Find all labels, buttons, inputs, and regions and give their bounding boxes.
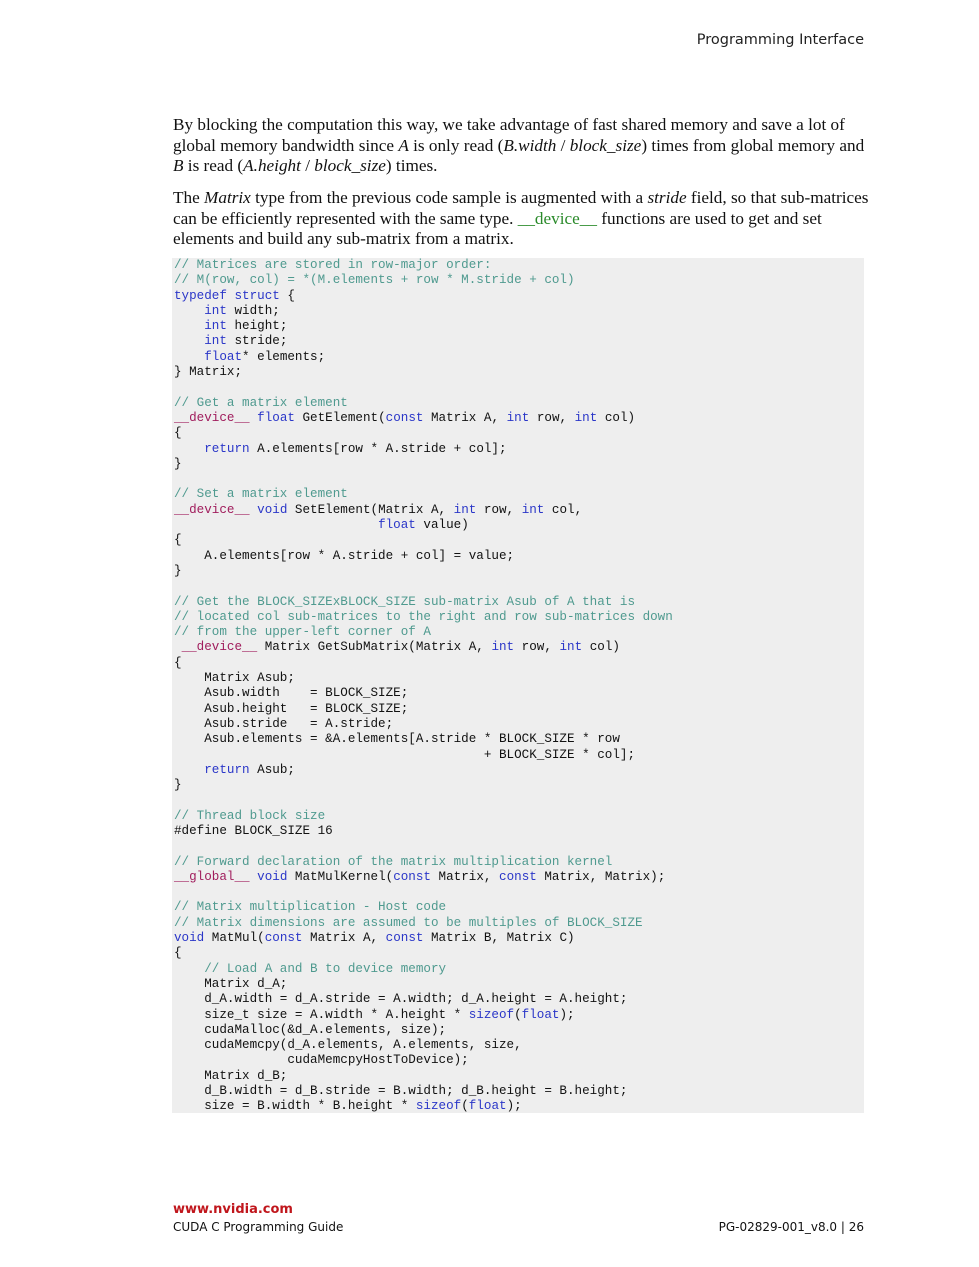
footer-document-title: CUDA C Programming Guide <box>173 1220 344 1234</box>
code-token: MatMul( <box>204 931 265 946</box>
code-line <box>174 564 864 579</box>
code-line <box>174 518 864 533</box>
code-token: cudaMalloc(&d_A.elements, size); <box>174 1022 447 1037</box>
code-keyword: int <box>521 502 545 517</box>
code-token: d_A.width = d_A.stride = A.width; d_A.height = A.height; <box>174 992 628 1007</box>
code-line <box>174 1084 864 1099</box>
code-comment: // Forward declaration of the matrix multiplication kernel <box>174 854 613 869</box>
code-token: ( <box>461 1099 469 1114</box>
code-token: Asub.width = BLOCK_SIZE; <box>174 686 409 701</box>
code-token: cudaMemcpy(d_A.elements, A.elements, size, <box>174 1038 522 1053</box>
footer-website-link[interactable]: www.nvidia.com <box>173 1202 293 1217</box>
code-line <box>174 380 864 395</box>
code-token: row, <box>476 502 522 517</box>
code-line <box>174 1069 864 1084</box>
code-keyword: sizeof <box>415 1099 462 1114</box>
p1-text: is only read ( <box>408 135 504 155</box>
code-token: SetElement(Matrix A, <box>287 502 454 517</box>
code-token: size = B.width * B.height * <box>174 1099 416 1114</box>
code-line <box>174 748 864 763</box>
p1-text: / <box>556 135 570 155</box>
code-token: } <box>174 456 182 471</box>
code-token: Matrix d_B; <box>174 1068 288 1083</box>
code-line <box>174 900 864 915</box>
code-comment: // Get the BLOCK_SIZExBLOCK_SIZE sub-matrix Asub of A that is <box>174 594 636 609</box>
code-token: width; <box>226 303 280 318</box>
p1-text: ) times from global memory and <box>641 135 865 155</box>
code-keyword: const <box>264 931 303 946</box>
code-line <box>174 885 864 900</box>
code-token <box>174 962 204 976</box>
code-keyword: const <box>499 869 537 884</box>
code-line <box>174 1038 864 1053</box>
code-token: { <box>174 655 182 670</box>
code-token <box>174 442 204 456</box>
code-line <box>174 992 864 1007</box>
code-keyword: int <box>506 410 530 425</box>
code-token: Matrix B, Matrix C) <box>423 931 575 946</box>
code-comment: // Set a matrix element <box>174 487 348 502</box>
code-token <box>174 350 204 364</box>
code-token <box>174 319 204 333</box>
code-line <box>174 962 864 977</box>
code-token: height; <box>226 319 288 334</box>
code-keyword: void <box>257 502 288 517</box>
code-keyword: float <box>521 1007 560 1022</box>
code-token: } <box>174 778 182 793</box>
code-token: row, <box>514 640 560 655</box>
code-line <box>174 304 864 319</box>
code-line <box>174 931 864 946</box>
code-token: { <box>174 533 182 548</box>
code-token: Matrix, Matrix); <box>536 869 666 884</box>
code-token: d_B.width = d_B.stride = B.width; d_B.height = B.height; <box>174 1084 628 1099</box>
code-token: { <box>174 946 182 961</box>
code-line <box>174 1008 864 1023</box>
code-token: col, <box>544 502 583 517</box>
code-qualifier: __device__ <box>174 502 250 517</box>
code-line <box>174 809 864 824</box>
code-token: { <box>279 288 295 303</box>
code-token <box>174 763 204 777</box>
code-line <box>174 610 864 625</box>
code-qualifier: __global__ <box>174 869 250 884</box>
code-qualifier: __device__ <box>181 640 258 655</box>
code-comment: // Matrix multiplication - Host code <box>174 900 447 915</box>
p1-blocksize: block_size <box>569 135 642 155</box>
code-line <box>174 487 864 502</box>
p2-text: The <box>173 188 205 207</box>
code-token: Asub; <box>249 762 295 777</box>
code-keyword: void <box>257 869 288 884</box>
p1-a: A <box>398 135 409 155</box>
code-line <box>174 258 864 273</box>
code-keyword: typedef <box>174 288 227 303</box>
code-token: Matrix Asub; <box>174 671 295 686</box>
code-token: Matrix d_A; <box>174 976 288 991</box>
code-keyword: float <box>257 410 295 425</box>
code-keyword: return <box>204 762 250 777</box>
code-token: Asub.height = BLOCK_SIZE; <box>174 701 409 716</box>
code-token: row, <box>529 410 575 425</box>
code-token: cudaMemcpyHostToDevice); <box>174 1053 469 1068</box>
code-token: col) <box>582 640 620 655</box>
footer-page-number: PG-02829-001_v8.0 | 26 <box>718 1220 864 1234</box>
code-line <box>174 273 864 288</box>
code-line <box>174 1023 864 1038</box>
code-line <box>174 763 864 778</box>
code-comment: // Matrix dimensions are assumed to be multiples of BLOCK_SIZE <box>174 915 643 930</box>
code-line <box>174 839 864 854</box>
code-keyword: struct <box>234 288 280 303</box>
code-line <box>174 457 864 472</box>
code-line <box>174 824 864 839</box>
code-line <box>174 686 864 701</box>
p1-text: By blocking the computation this way, we take advantage of fast shared memory and save a lot of global memory bandwidth since <box>173 115 845 155</box>
code-token: GetElement( <box>294 410 386 425</box>
code-line <box>174 365 864 380</box>
code-keyword: return <box>204 441 250 456</box>
code-keyword: int <box>204 303 227 318</box>
code-line <box>174 426 864 441</box>
code-line <box>174 778 864 793</box>
code-keyword: int <box>574 410 598 425</box>
code-token: * elements; <box>242 349 326 364</box>
code-token: ); <box>559 1007 575 1022</box>
code-token: size_t size = A.width * A.height * <box>174 1007 469 1022</box>
p2-text: field, so that sub-matrices can be efficiently represented with the same type. <box>173 188 869 228</box>
code-token: Matrix A, <box>302 931 386 946</box>
code-token <box>250 870 258 884</box>
code-token: col) <box>597 410 636 425</box>
code-line <box>174 793 864 808</box>
code-keyword: float <box>204 349 243 364</box>
code-token: } <box>174 563 182 578</box>
code-token: + BLOCK_SIZE * col]; <box>174 747 636 762</box>
page-header-title: Programming Interface <box>696 32 864 48</box>
body-paragraph-blocking <box>173 115 873 177</box>
code-token: } Matrix; <box>174 365 243 380</box>
code-line <box>174 671 864 686</box>
code-keyword: void <box>174 931 205 946</box>
code-token: MatMulKernel( <box>287 869 394 884</box>
p1-text: is read ( <box>183 156 244 175</box>
p1-text: / <box>300 156 315 175</box>
code-line <box>174 319 864 334</box>
code-line <box>174 289 864 304</box>
code-keyword: int <box>453 502 477 517</box>
code-token: value) <box>415 518 469 533</box>
code-line <box>174 855 864 870</box>
code-token: ); <box>506 1099 522 1114</box>
code-line <box>174 977 864 992</box>
code-line <box>174 946 864 961</box>
code-token: Matrix GetSubMatrix(Matrix A, <box>257 640 492 655</box>
code-keyword: int <box>559 640 583 655</box>
code-line <box>174 549 864 564</box>
code-keyword: const <box>385 410 424 425</box>
code-line <box>174 411 864 426</box>
code-token: stride; <box>226 334 288 349</box>
code-token: ( <box>514 1007 522 1022</box>
code-keyword: int <box>491 640 515 655</box>
code-token: { <box>174 426 182 441</box>
code-comment: // Load A and B to device memory <box>204 961 447 976</box>
code-token <box>250 411 258 425</box>
code-line <box>174 472 864 487</box>
code-token <box>174 334 204 348</box>
p1-bwidth: B.width <box>503 135 557 155</box>
code-line <box>174 334 864 349</box>
code-line <box>174 702 864 717</box>
p1-blocksize: block_size <box>314 156 386 175</box>
p2-stride: stride <box>647 188 687 207</box>
code-keyword: const <box>385 931 424 946</box>
code-line <box>174 396 864 411</box>
body-paragraph-matrix <box>173 188 873 250</box>
code-line <box>174 625 864 640</box>
code-line <box>174 916 864 931</box>
code-token: Matrix, <box>430 869 500 884</box>
code-listing <box>172 258 864 1113</box>
code-qualifier: __device__ <box>174 410 250 425</box>
code-comment: // Matrices are stored in row-major order: <box>174 258 492 272</box>
code-line <box>174 640 864 655</box>
code-token <box>174 640 182 654</box>
code-keyword: float <box>378 518 416 533</box>
code-token: #define BLOCK_SIZE 16 <box>174 823 333 838</box>
code-keyword: sizeof <box>468 1007 515 1022</box>
p1-b: B <box>173 156 184 175</box>
code-token: Asub.stride = A.stride; <box>174 716 394 731</box>
code-token <box>174 304 204 318</box>
code-comment: // located col sub-matrices to the right and row sub-matrices down <box>174 609 673 624</box>
code-comment: // from the upper-left corner of A <box>174 625 431 640</box>
code-token: Asub.elements = &A.elements[A.stride * BLOCK_SIZE * row <box>174 732 620 747</box>
code-line <box>174 717 864 732</box>
code-keyword: int <box>204 319 227 334</box>
code-line <box>174 350 864 365</box>
code-line <box>174 656 864 671</box>
code-line <box>174 732 864 747</box>
code-comment: // Get a matrix element <box>174 395 348 410</box>
code-line <box>174 1099 864 1114</box>
p2-matrix: Matrix <box>204 188 251 207</box>
code-token: A.elements[row * A.stride + col] = value; <box>174 548 515 563</box>
code-line <box>174 1053 864 1068</box>
code-line <box>174 595 864 610</box>
code-keyword: const <box>393 869 431 884</box>
code-line <box>174 870 864 885</box>
code-text <box>172 258 864 1115</box>
code-keyword: float <box>468 1099 507 1114</box>
code-comment: // Thread block size <box>174 808 326 823</box>
device-keyword-link[interactable]: __device__ <box>517 208 597 228</box>
code-comment: // M(row, col) = *(M.elements + row * M.stride + col) <box>174 273 575 288</box>
p1-text: ) times. <box>385 156 438 175</box>
p2-text: type from the previous code sample is augmented with a <box>250 188 648 207</box>
code-token: Matrix A, <box>423 410 507 425</box>
code-line <box>174 503 864 518</box>
code-token <box>174 518 378 532</box>
p1-aheight: A.height <box>243 156 301 175</box>
code-token: A.elements[row * A.stride + col]; <box>249 441 507 456</box>
code-token <box>250 503 258 517</box>
code-line <box>174 442 864 457</box>
code-line <box>174 579 864 594</box>
code-keyword: int <box>204 334 227 349</box>
code-line <box>174 533 864 548</box>
p2-text: functions are used to get and set elements and build any sub-matrix from a matrix. <box>173 208 822 248</box>
